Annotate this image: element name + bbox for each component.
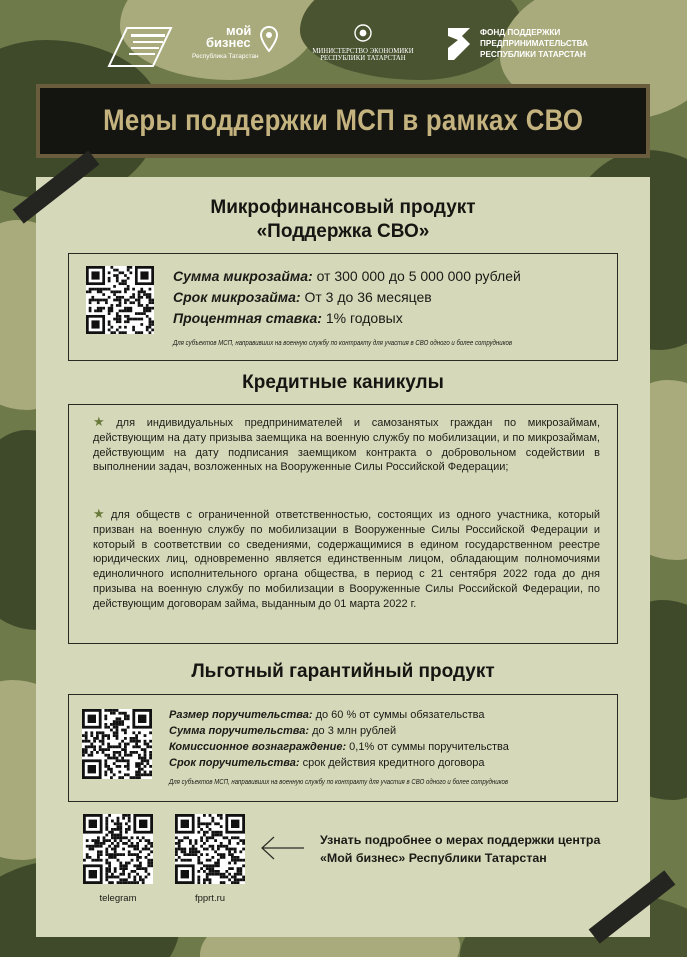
guarantee-size-value: до 60 % от суммы обязательства	[312, 709, 485, 721]
holidays-heading: Кредитные каникулы	[242, 372, 444, 393]
telegram-caption: telegram	[99, 893, 137, 904]
guarantee-sum-label: Сумма поручительства:	[169, 725, 310, 737]
holidays-box	[68, 404, 618, 644]
location-pin-icon	[260, 26, 278, 52]
logo-header	[0, 0, 687, 80]
guarantee-row-sum	[169, 725, 396, 737]
microfinance-rate-value: 1% годовых	[321, 310, 403, 326]
guarantee-qr-code[interactable]	[82, 709, 152, 779]
guarantee-fee-label: Комиссионное вознаграждение:	[169, 741, 347, 753]
microfinance-row-term	[173, 289, 432, 305]
guarantee-fee-value: 0,1% от суммы поручительства	[346, 741, 509, 753]
ministry-logo	[308, 24, 418, 66]
fund-name-line2: ПРЕДПРИНИМАТЕЛЬСТВА	[480, 39, 589, 48]
fund-emblem-icon	[444, 26, 474, 62]
arrow-left-icon	[258, 834, 306, 862]
holidays-item-2-text: для обществ с ограниченной ответственностью, состоящих из одного участника, который призван на военную службу по мобилизации в Вооруженные Силы Российской Федерации и который в соответствии со сведениями, содержащимися в едином государственном реестре юридических лиц, одновременно является единственным лицом, обладающим полномочиями единоличного исполнительного органа общества, в период с 21 сентября 2022 года до дня призыва на военную службу по мобилизации в Вооруженные Силы Российской Федерации, по действующим договорам займа, выданным до 01 марта 2022 г.	[93, 509, 601, 610]
microfinance-qr-code[interactable]	[86, 266, 154, 334]
guarantee-size-label: Размер поручительства:	[169, 709, 313, 721]
title-banner	[36, 84, 650, 158]
guarantee-box	[68, 694, 618, 802]
microfinance-row-rate	[173, 310, 403, 326]
national-project-logo	[105, 24, 175, 68]
more-info-line2: «Мой бизнес» Республики Татарстан	[320, 851, 547, 865]
guarantee-heading: Льготный гарантийный продукт	[191, 661, 495, 682]
star-bullet-icon: ★	[93, 506, 109, 521]
website-qr-code[interactable]	[175, 814, 245, 884]
page-title: Меры поддержки МСП в рамках СВО	[102, 104, 584, 137]
microfinance-box	[68, 253, 618, 361]
guarantee-row-term	[169, 757, 485, 769]
holidays-item-1	[93, 415, 600, 475]
content-panel	[36, 177, 650, 937]
holidays-item-2	[93, 507, 600, 612]
microfinance-row-amount	[173, 268, 521, 284]
microfinance-amount-value: от 300 000 до 5 000 000 рублей	[312, 268, 521, 284]
telegram-qr-code[interactable]	[83, 814, 153, 884]
guarantee-term-label: Срок поручительства:	[169, 757, 300, 769]
moi-biznes-region: Республика Татарстан	[192, 53, 259, 60]
holidays-item-1-text: для индивидуальных предпринимателей и самозанятых граждан по микрозаймам, действующим на дату призыва заемщика на военную службу по мобилизации, и по микрозаймам, действующим на дату подписания заемщиком контракта о добровольном содействии в выполнении задач, возложенных на Вооруженные Силы Российской Федерации;	[93, 417, 600, 474]
moi-biznes-word2: бизнес	[206, 35, 251, 50]
microfinance-heading-line1: Микрофинансовый продукт	[210, 197, 476, 218]
emblem-icon	[354, 24, 372, 42]
ministry-name-line2: РЕСПУБЛИКИ ТАТАРСТАН	[320, 55, 406, 62]
guarantee-sum-value: до 3 млн рублей	[309, 725, 397, 737]
star-bullet-icon: ★	[93, 414, 114, 429]
guarantee-note: Для субъектов МСП, направивших на военную службу по контракту для участия в СВО одного и более сотрудников	[169, 777, 508, 786]
microfinance-rate-label: Процентная ставка:	[173, 310, 322, 326]
website-caption: fpprt.ru	[194, 893, 226, 904]
moi-biznes-logo	[190, 22, 282, 68]
guarantee-row-fee	[169, 741, 509, 753]
microfinance-heading-line2: «Поддержка СВО»	[256, 221, 430, 242]
fund-name-line1: ФОНД ПОДДЕРЖКИ	[480, 28, 561, 37]
microfinance-amount-label: Сумма микрозайма:	[173, 268, 313, 284]
microfinance-term-label: Срок микрозайма:	[173, 289, 301, 305]
ministry-name-line1: МИНИСТЕРСТВО ЭКОНОМИКИ	[312, 48, 414, 55]
guarantee-row-size	[169, 709, 484, 721]
moi-biznes-word1: мой	[226, 23, 252, 38]
more-info-line1: Узнать подробнее о мерах поддержки центра	[320, 833, 601, 847]
microfinance-note: Для субъектов МСП, направивших на военную службу по контракту для участия в СВО одного и более сотрудников	[173, 338, 512, 347]
microfinance-term-value: От 3 до 36 месяцев	[300, 289, 432, 305]
guarantee-term-value: срок действия кредитного договора	[299, 757, 485, 769]
fund-name-line3: РЕСПУБЛИКИ ТАТАРСТАН	[480, 50, 586, 59]
fund-logo	[444, 26, 594, 66]
